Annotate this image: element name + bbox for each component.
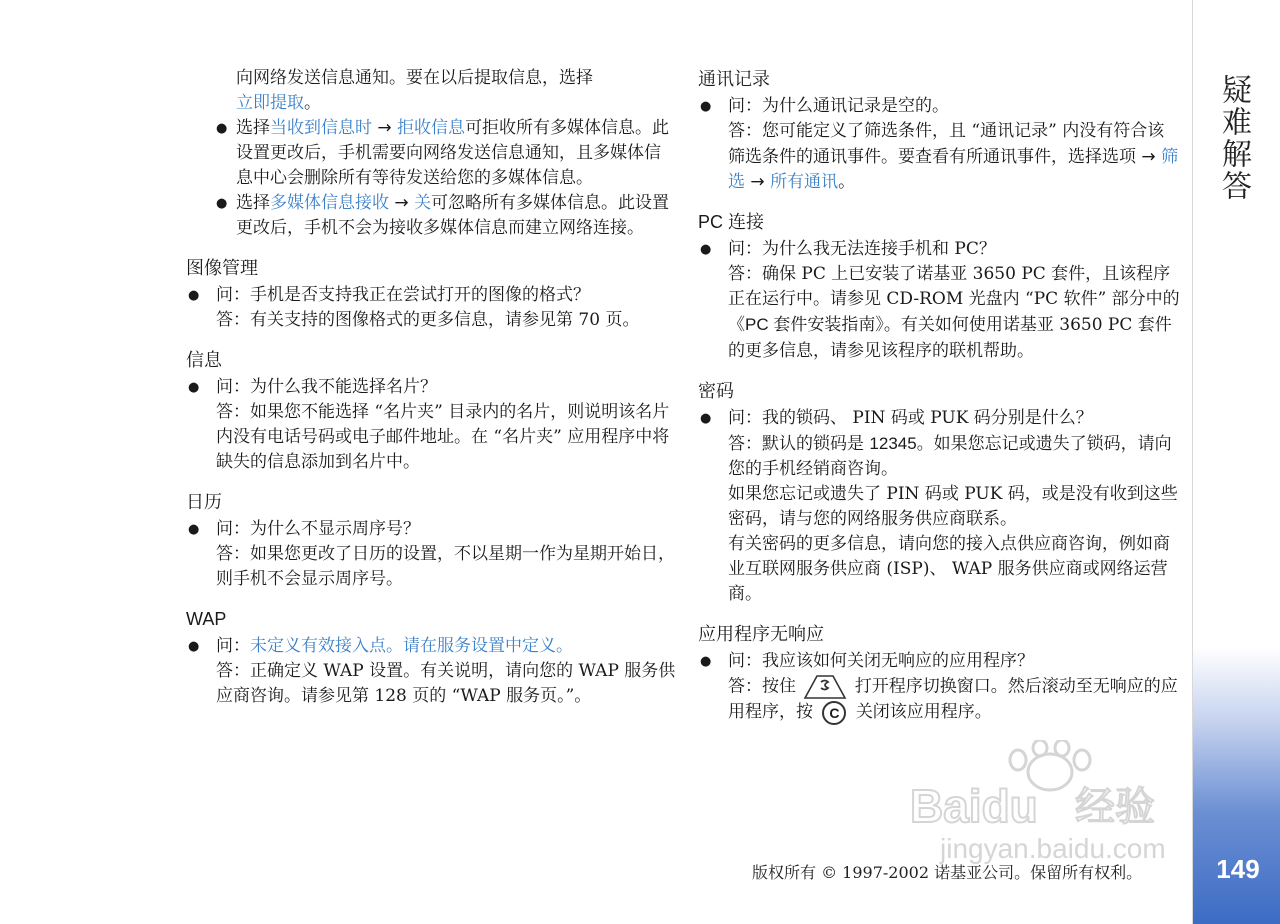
mms-receive-link[interactable]: 多媒体信息接收 <box>270 193 389 213</box>
image-section <box>186 255 676 333</box>
arrow-icon: → <box>377 118 392 138</box>
question-prefix: 问： <box>216 636 250 656</box>
image-qa <box>186 283 676 333</box>
app-section <box>698 621 1180 725</box>
answer: 答：按住 <box>728 676 796 697</box>
calendar-section <box>186 489 676 592</box>
menu-key-icon <box>803 674 847 700</box>
arrow-icon: → <box>394 193 409 213</box>
password-section <box>698 378 1180 607</box>
app-qa <box>698 649 1180 725</box>
log-qa <box>698 94 1180 195</box>
default-lock-code: 12345 <box>869 434 917 453</box>
pc-qa <box>698 237 1180 364</box>
answer: 答：您可能定义了筛选条件，且 “通讯记录” 内没有符合该筛选条件的通讯事件。要查看有所通讯事件，选择 <box>728 121 1165 167</box>
messages-qa <box>186 375 676 475</box>
log-section <box>698 66 1180 195</box>
image-heading: 图像管理 <box>186 258 258 278</box>
password-heading: 密码 <box>698 381 734 401</box>
copyright-footer: 版权所有 © 1997-2002 诺基亚公司。保留所有权利。 <box>752 863 1143 882</box>
wap-section <box>186 606 676 709</box>
retrieve-now-link[interactable]: 立即提取 <box>236 93 304 113</box>
wap-heading: WAP <box>186 609 227 629</box>
section-title: 疑难解答 <box>1217 74 1250 202</box>
question: 问：为什么我不能选择名片？ <box>216 377 437 397</box>
punct: 。 <box>304 93 321 113</box>
watermark-url: jingyan.baidu.com <box>940 833 1166 864</box>
cont-text: 向网络发送信息通知。要在以后提取信息，选择 <box>236 68 593 88</box>
watermark-brand: Baidu <box>910 780 1038 832</box>
c-key-icon: C <box>822 701 846 725</box>
question: 问：我应该如何关闭无响应的应用程序？ <box>728 651 1034 671</box>
app-heading: 应用程序无响应 <box>698 624 824 644</box>
pc-section <box>698 209 1180 364</box>
answer-para-2: 如果您忘记或遗失了 PIN 码或 PUK 码，或是没有收到这些密码，请与您的网络服务供应商联系。 <box>728 484 1178 529</box>
pc-suite-guide: PC 套件安装指南 <box>745 315 876 334</box>
arrow-icon: → <box>1141 147 1156 167</box>
wap-error-link[interactable]: 未定义有效接入点。请在服务设置中定义。 <box>250 636 573 656</box>
left-column <box>186 66 676 723</box>
continued-section <box>186 66 676 241</box>
question: 问：为什么通讯记录是空的。 <box>728 96 949 116</box>
punct: 。 <box>838 172 856 192</box>
answer: 答：如果您不能选择 “名片夹” 目录内的名片，则说明该名片内没有电话号码或电子邮件地址。在 “名片夹” 应用程序中将缺失的信息添加到名片中。 <box>216 402 670 472</box>
log-heading: 通讯记录 <box>698 69 770 89</box>
answer: 答：确保 PC 上已安装了诺基亚 3650 PC 套件，且该程序正在运行中。请参见 CD-ROM 光盘内 “PC 软件” 部分中的 《 <box>728 264 1180 335</box>
messages-section <box>186 347 676 475</box>
calendar-qa <box>186 517 676 592</box>
answer: 答：正确定义 WAP 设置。有关说明，请向您的 WAP 服务供应商咨询。请参见第 128 页的 “WAP 服务页。”。 <box>216 661 676 706</box>
answer-cont: 。如果您忘记或遗失了锁码，请向您的手机经销商咨询。 <box>728 434 1172 479</box>
answer-cont: 打开程序切换窗口。然后滚动至无响应的应用程序，按 <box>728 676 1178 722</box>
question: 问：我的锁码、 PIN 码或 PUK 码分别是什么？ <box>728 408 1093 428</box>
answer-end: 关闭该应用程序。 <box>855 702 992 722</box>
off-link[interactable]: 关 <box>414 193 432 213</box>
question: 问：为什么不显示周序号？ <box>216 519 420 539</box>
text: 可忽略所有多媒体信息。此设置更改后，手机不会为接收多媒体信息而建立网络连接。 <box>236 193 670 238</box>
text: 可拒收所有多媒体信息。此设置更改后，手机需要向网络发送信息通知，且多媒体信息中心会删除所有等待发送给您的多媒体信息。 <box>236 118 670 188</box>
baidu-watermark-logo <box>900 740 1200 870</box>
question: 问：为什么我无法连接手机和 PC？ <box>728 239 996 259</box>
on-receiving-link[interactable]: 当收到信息时 <box>270 118 372 138</box>
text: 选择 <box>236 118 270 138</box>
online-help: 联机帮助 <box>949 341 1017 360</box>
question: 问：手机是否支持我正在尝试打开的图像的格式？ <box>216 285 590 305</box>
wap-qa <box>186 634 676 709</box>
bullet-mms-off <box>186 191 676 241</box>
text: 选择 <box>236 193 270 213</box>
filter-link[interactable]: 筛选 <box>728 147 1179 192</box>
options-label: 选项 <box>1102 147 1136 166</box>
arrow-icon: → <box>750 172 765 192</box>
right-column <box>698 66 1180 739</box>
answer-cont: 》。有关如何使用诺基亚 3650 PC 套件的更多信息，请参见该程序的 <box>728 315 1172 361</box>
page-number: 149 <box>1216 854 1260 884</box>
pc-heading: PC 连接 <box>698 212 765 232</box>
answer: 答：如果您更改了日历的设置，不以星期一作为星期开始日，则手机不会显示周序号。 <box>216 544 675 589</box>
answer: 答：默认的锁码是 <box>728 434 870 454</box>
calendar-heading: 日历 <box>186 492 222 512</box>
all-comms-link[interactable]: 所有通讯 <box>770 172 839 192</box>
punct: 。 <box>1017 341 1034 361</box>
cont-paragraph <box>186 66 676 116</box>
watermark-cn: 经验 <box>1075 784 1155 830</box>
bullet-reject <box>186 116 676 191</box>
password-qa <box>698 406 1180 607</box>
messages-heading: 信息 <box>186 350 222 370</box>
answer: 答：有关支持的图像格式的更多信息，请参见第 70 页。 <box>216 310 640 330</box>
answer-para-3: 有关密码的更多信息，请向您的接入点供应商咨询，例如商业互联网服务供应商 (ISP)、 WAP 服务供应商或网络运营商。 <box>728 534 1170 604</box>
reject-message-link[interactable]: 拒收信息 <box>397 118 466 138</box>
